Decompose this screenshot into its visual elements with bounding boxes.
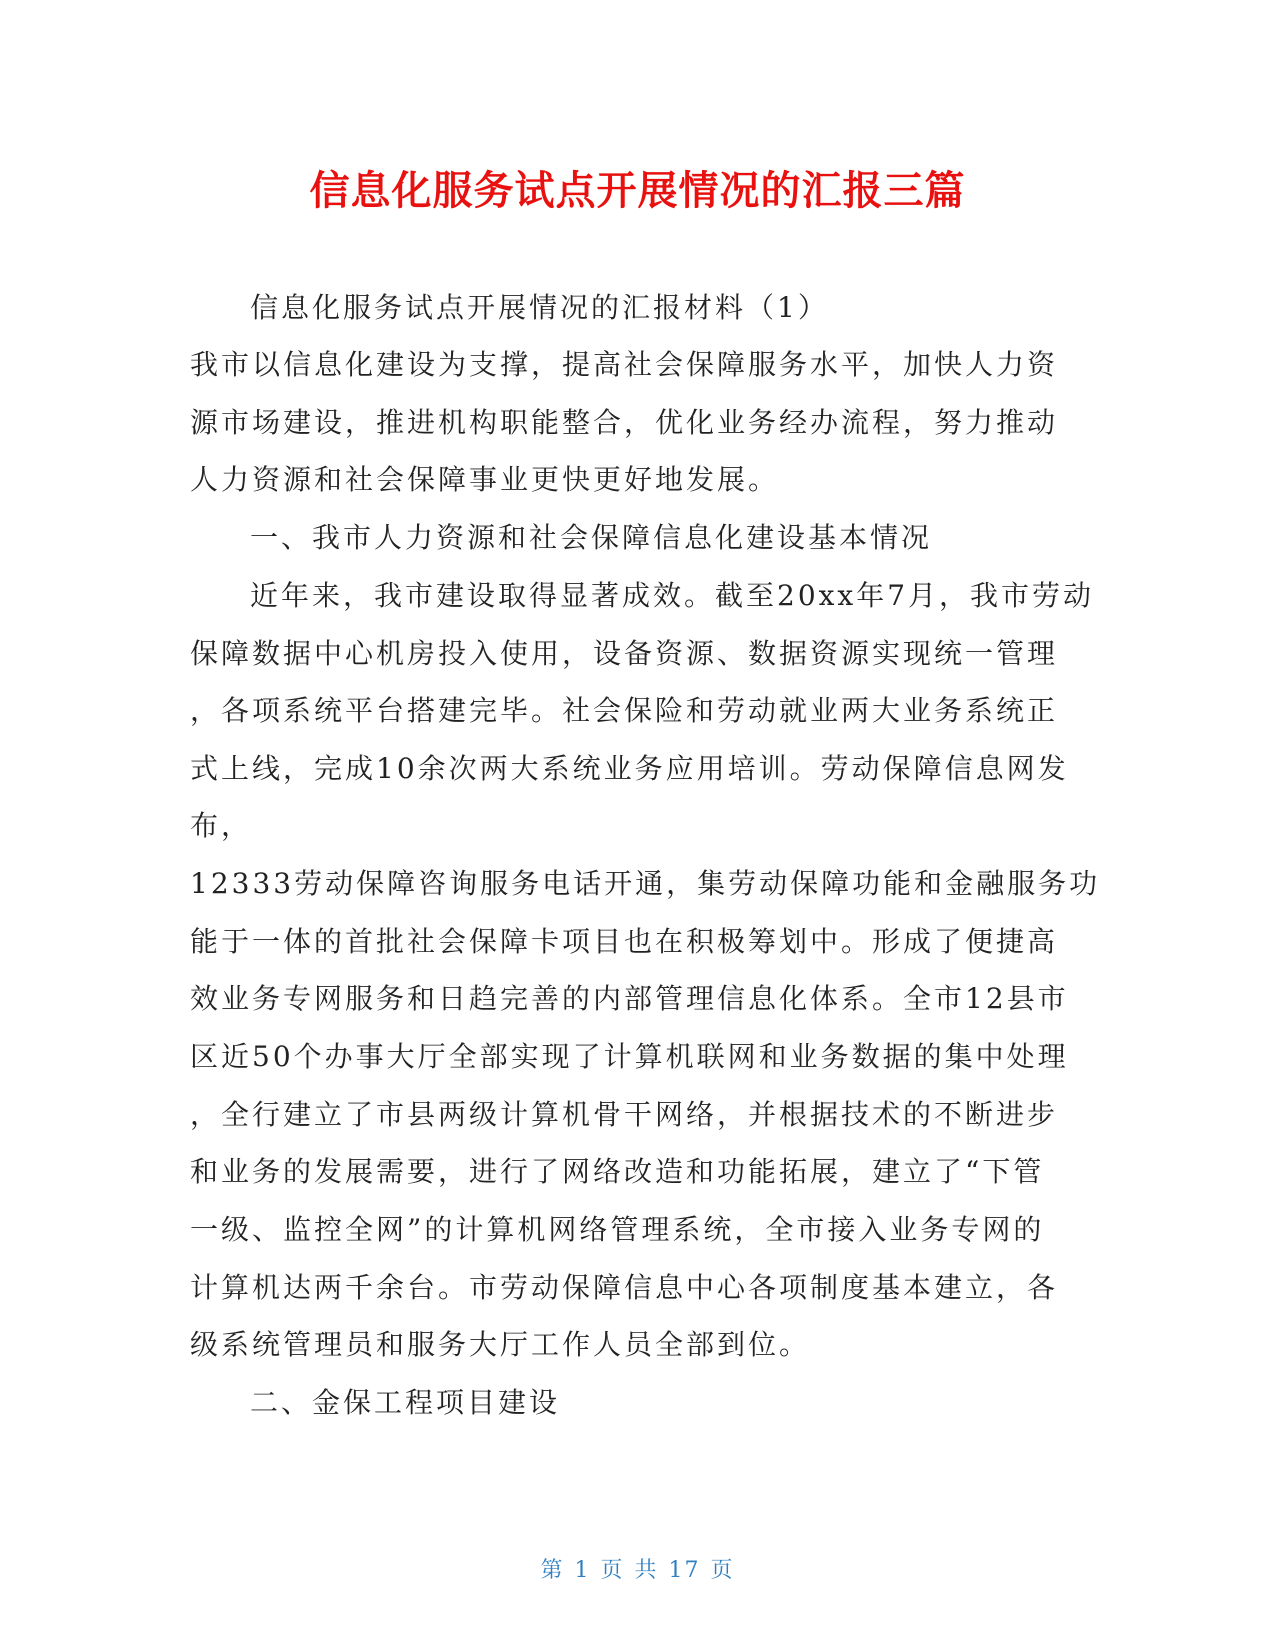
paragraph-line: 计算机达两千余台。市劳动保障信息中心各项制度基本建立，各 <box>190 1271 1059 1304</box>
current-page-number: 1 <box>574 1558 591 1583</box>
paragraph-line: ，各项系统平台搭建完毕。社会保险和劳动就业两大业务系统正 <box>190 694 1059 727</box>
paragraph-line: 效业务专网服务和日趋完善的内部管理信息化体系。全市12县市 <box>190 982 1069 1015</box>
footer-total-word: 共 <box>634 1558 659 1583</box>
paragraph-line: 人力资源和社会保障事业更快更好地发展。 <box>190 463 780 496</box>
paragraph-line: 能于一体的首批社会保障卡项目也在积极筹划中。形成了便捷高 <box>190 925 1059 958</box>
paragraph-line: 和业务的发展需要，进行了网络改造和功能拓展，建立了“下管 <box>190 1155 1045 1188</box>
footer-prefix: 第 <box>540 1558 565 1583</box>
paragraph-line: 我市以信息化建设为支撑，提高社会保障服务水平，加快人力资 <box>190 348 1059 381</box>
total-page-count: 17 <box>668 1558 701 1583</box>
paragraph-line: 式上线，完成10余次两大系统业务应用培训。劳动保障信息网发 <box>190 752 1069 785</box>
paragraph-line: ，全行建立了市县两级计算机骨干网络，并根据技术的不断进步 <box>190 1098 1059 1131</box>
paragraph-line: 近年来，我市建设取得显著成效。截至20xx年7月，我市劳动 <box>250 579 1095 612</box>
paragraph-line: 源市场建设，推进机构职能整合，优化业务经办流程，努力推动 <box>190 406 1059 439</box>
footer-page-word: 页 <box>600 1558 625 1583</box>
paragraph-line: 级系统管理员和服务大厅工作人员全部到位。 <box>190 1328 811 1361</box>
section-heading: 一、我市人力资源和社会保障信息化建设基本情况 <box>250 521 933 554</box>
page-number-footer <box>0 1556 1275 1586</box>
section-heading: 二、金保工程项目建设 <box>250 1386 561 1419</box>
paragraph-line: 保障数据中心机房投入使用，设备资源、数据资源实现统一管理 <box>190 637 1059 670</box>
paragraph-line: 布， <box>190 809 253 842</box>
footer-suffix: 页 <box>710 1558 735 1583</box>
document-title: 信息化服务试点开展情况的汇报三篇 <box>309 168 966 214</box>
paragraph-line: 12333劳动保障咨询服务电话开通，集劳动保障功能和金融服务功 <box>190 867 1101 900</box>
subtitle-line: 信息化服务试点开展情况的汇报材料（1） <box>250 291 829 324</box>
paragraph-line: 区近50个办事大厅全部实现了计算机联网和业务数据的集中处理 <box>190 1040 1069 1073</box>
paragraph-line: 一级、监控全网”的计算机网络管理系统，全市接入业务专网的 <box>190 1213 1045 1246</box>
